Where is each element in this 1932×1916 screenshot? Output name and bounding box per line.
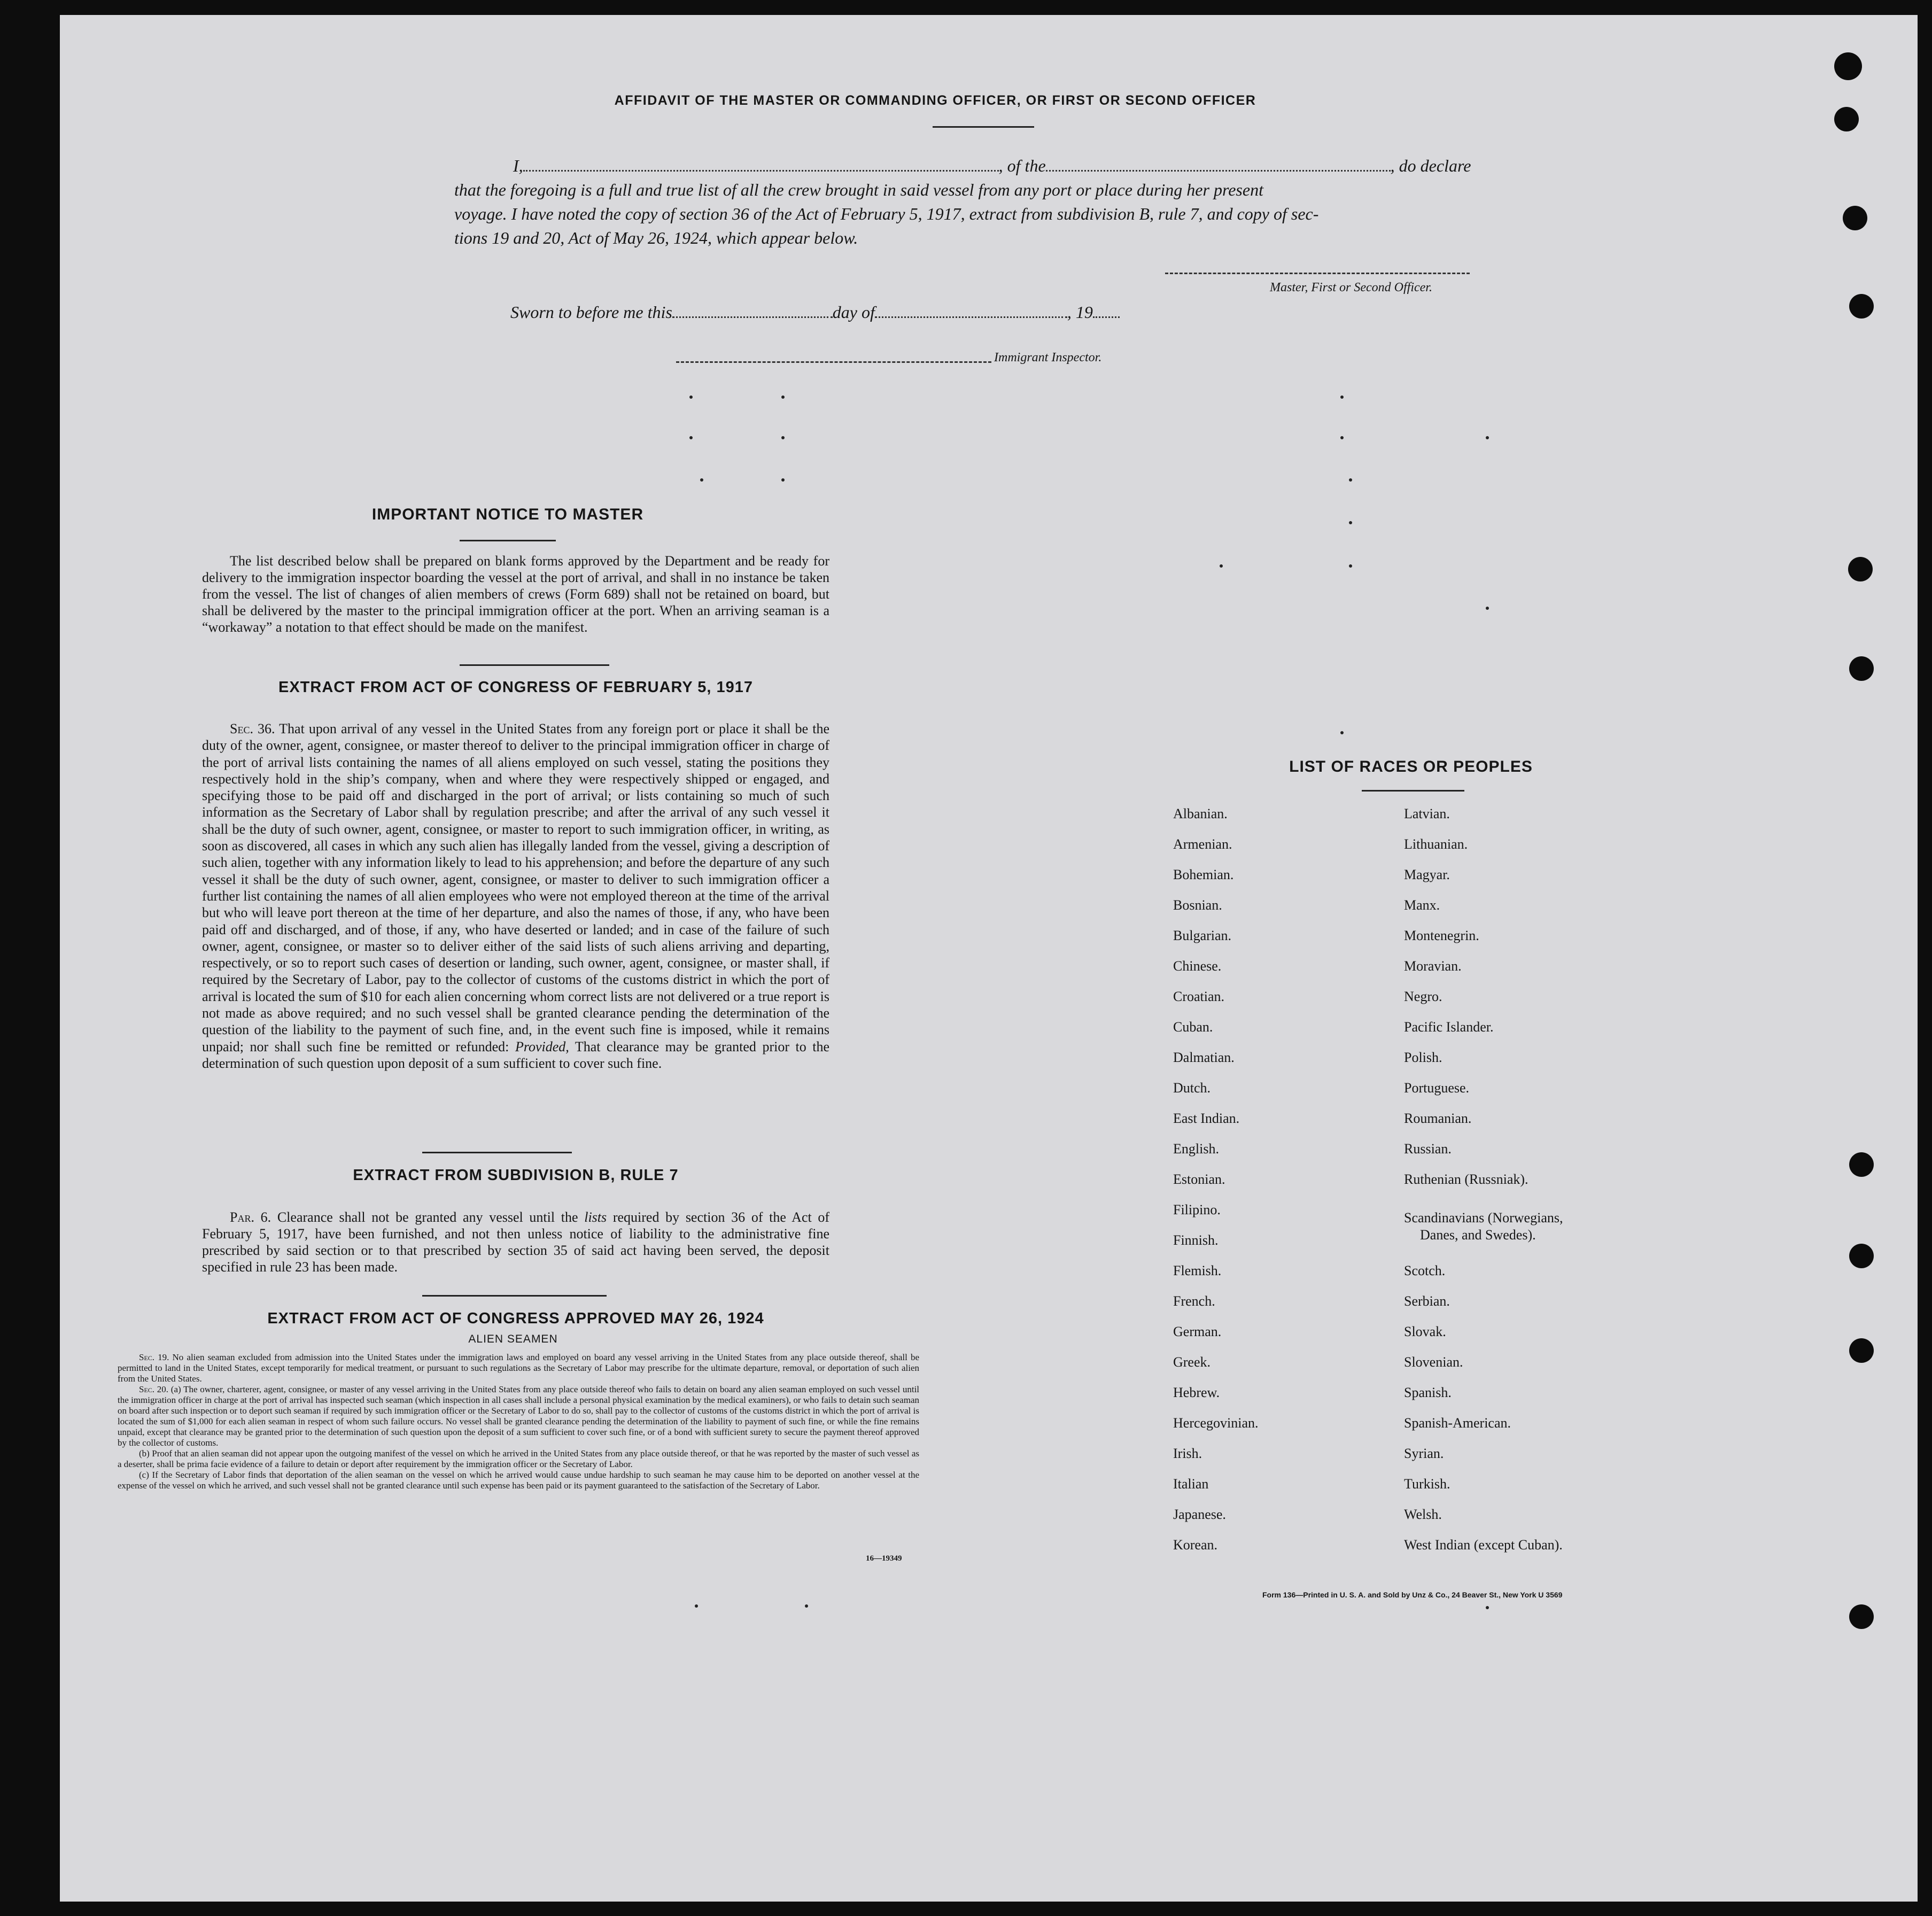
notice-title: IMPORTANT NOTICE TO MASTER (371, 506, 644, 523)
race-item: Russian. (1404, 1141, 1452, 1157)
extract-1924-title: EXTRACT FROM ACT OF CONGRESS APPROVED MAY 26, 1924 (267, 1310, 764, 1327)
scan-speck (1340, 731, 1344, 734)
declaration-line-1 (454, 154, 1502, 178)
extract-1917-title: EXTRACT FROM ACT OF CONGRESS OF FEBRUARY 5, 1917 (278, 679, 754, 696)
race-item: Dalmatian. (1173, 1050, 1235, 1065)
declaration-line-2: that the foregoing is a full and true list of all the crew brought in said vessel from any port or place during her present (454, 180, 1263, 199)
section-20a-text: (a) The owner, charterer, agent, consignee, or master of any vessel arriving in the United States from any place outside thereof who fails to detain on board any alien seaman employed on such vessel until the immigration officer in charge at the port of arrival has inspected such seaman (which inspection in all cases shall include a personal physical examination by the medical examiners), or who fails to detain such seaman on board after such inspection or to deport such seaman if required by such immigration officer or the Secretary of Labor to do so, shall pay to the collector of customs of the customs district in which the port of arrival is located the sum of $1,000 for each alien seaman in respect of whom such failure occurs. No vessel shall be granted clearance pending the determination of the liability to payment of such fine, or while the fine remains unpaid, except that clearance may be granted prior to the determination of such question upon the deposit of a sum sufficient to cover such fine, or of a bond with sufficient surety to secure the payment thereof approved by the collector of customs. (118, 1384, 920, 1448)
race-item: Hercegovinian. (1173, 1415, 1259, 1431)
day-blank[interactable] (672, 316, 833, 318)
paragraph-6-text-a: Clearance shall not be granted any vessel until the (277, 1209, 578, 1225)
race-item: French. (1173, 1293, 1215, 1309)
race-item: Magyar. (1404, 867, 1450, 882)
race-item: Estonian. (1173, 1172, 1225, 1187)
scan-speck (781, 436, 785, 439)
race-item: Hebrew. (1173, 1385, 1220, 1400)
scan-speck (1486, 1606, 1489, 1609)
scan-speck (1349, 478, 1352, 482)
scan-speck (781, 395, 785, 399)
scan-speck (700, 478, 703, 482)
inspector-label: Immigrant Inspector. (994, 351, 1102, 364)
affidavit-title: AFFIDAVIT OF THE MASTER OR COMMANDING OFFICER, OR FIRST OR SECOND OFFICER (614, 93, 1256, 108)
race-item: Danes, and Swedes). (1420, 1227, 1536, 1243)
race-item: Finnish. (1173, 1232, 1219, 1248)
race-item: Portuguese. (1404, 1080, 1470, 1096)
rule-7-title: EXTRACT FROM SUBDIVISION B, RULE 7 (353, 1167, 679, 1184)
signature-line[interactable] (1165, 273, 1470, 274)
alien-seamen-subtitle: ALIEN SEAMEN (468, 1333, 558, 1345)
race-item: Syrian. (1404, 1446, 1444, 1461)
punch-hole (1849, 1244, 1874, 1268)
race-item: Pacific Islander. (1404, 1019, 1494, 1035)
race-item: Serbian. (1404, 1293, 1450, 1309)
race-item: Negro. (1404, 989, 1442, 1004)
race-item: Cuban. (1173, 1019, 1213, 1035)
lists-word: lists (584, 1209, 607, 1225)
scan-speck (689, 436, 693, 439)
scan-speck (1340, 436, 1344, 439)
section-20b-paragraph: (b) Proof that an alien seaman did not appear upon the outgoing manifest of the vessel on which he arrived in the United States from any place outside thereof, or that he was reported by the master of such vessel as a deserter, shall be prima facie evidence of a failure to detain or deport after requirement by the immigration officer or the Secretary of Labor. (118, 1448, 919, 1469)
race-item: Slovenian. (1404, 1354, 1463, 1370)
name-blank[interactable] (523, 170, 999, 172)
divider (460, 664, 609, 666)
race-item: Armenian. (1173, 836, 1232, 852)
race-item: Spanish. (1404, 1385, 1452, 1400)
punch-hole (1834, 52, 1862, 80)
declaration-of-the: , of the (998, 156, 1046, 175)
race-item: West Indian (except Cuban). (1404, 1537, 1563, 1553)
race-item: German. (1173, 1324, 1222, 1339)
section-20c-paragraph: (c) If the Secretary of Labor finds that deportation of the alien seaman on the vessel on which he arrived would cause undue hardship to such seaman he may cause him to be deported on another vessel at the expense of the vessel on which he arrived, and such vessel shall not be granted clearance until such expense has been paid or its payment guaranteed to the satisfaction of the Secretary of Labor. (118, 1470, 919, 1491)
race-item: East Indian. (1173, 1111, 1240, 1126)
punch-hole (1849, 1152, 1874, 1177)
signature-label: Master, First or Second Officer. (1270, 281, 1432, 294)
race-item: Ruthenian (Russniak). (1404, 1172, 1528, 1187)
scan-speck (689, 395, 693, 399)
race-item: Welsh. (1404, 1507, 1442, 1522)
race-item: Bohemian. (1173, 867, 1234, 882)
extract-1917-text (202, 720, 829, 1072)
race-item: Italian (1173, 1476, 1209, 1492)
paragraph-6 (202, 1209, 829, 1275)
scan-speck (1486, 607, 1489, 610)
inspector-signature-line[interactable] (676, 361, 991, 363)
punch-hole (1849, 1604, 1874, 1629)
scan-speck (781, 478, 785, 482)
race-item: Lithuanian. (1404, 836, 1468, 852)
race-item: Albanian. (1173, 806, 1228, 821)
section-20a-paragraph (118, 1384, 919, 1448)
punch-hole (1849, 1338, 1874, 1363)
section-19-label: Sec. 19. (139, 1352, 169, 1362)
scan-speck (1349, 521, 1352, 524)
printer-footer: Form 136—Printed in U. S. A. and Sold by Unz & Co., 24 Beaver St., New York U 3569 (1262, 1591, 1563, 1599)
form-number: 16—19349 (866, 1554, 902, 1563)
race-item: Scotch. (1404, 1263, 1446, 1278)
race-item: English. (1173, 1141, 1219, 1157)
section-19-paragraph (118, 1352, 919, 1384)
section-36-text-end: That clearance may be granted prior to the determination of such question upon deposit of a sum sufficient to cover such fine. (202, 1038, 829, 1071)
declaration-line-3: voyage. I have noted the copy of section 36 of the Act of February 5, 1917, extract from subdivision B, rule 7, and copy of sec- (454, 204, 1319, 223)
section-20-label: Sec. 20. (139, 1384, 169, 1394)
declaration-line-4: tions 19 and 20, Act of May 26, 1924, which appear below. (454, 228, 858, 247)
year-prefix: , 19 (1067, 302, 1093, 322)
divider (460, 540, 556, 541)
race-item: Polish. (1404, 1050, 1442, 1065)
year-blank[interactable] (1093, 316, 1120, 318)
punch-hole (1843, 206, 1867, 230)
races-title: LIST OF RACES OR PEOPLES (1289, 758, 1533, 775)
divider (422, 1152, 572, 1153)
scan-speck (695, 1604, 698, 1608)
provided-word: Provided, (515, 1038, 569, 1054)
section-36-text: That upon arrival of any vessel in the United States from any foreign port or place it shall be the duty of the owner, agent, consignee, or master thereof to deliver to the principal immigration officer in charge of the port of arrival lists containing the names of all aliens employed on such vessel, stating the positions they respectively hold in the ship’s company, when and where they were respectively shipped or engaged, and specifying those to be paid off and discharged in the port of arrival; or lists containing so much of such information as the Secretary of Labor shall by regulation prescribe; and after the arrival of any such vessel it shall be the duty of such owner, agent, consignee, or master to report to such immigration officer, in writing, as soon as discovered, all cases in which any such alien has illegally landed from the vessel, giving a description of such alien, together with any information likely to lead to his apprehension; and before the departure of any such vessel it shall be the duty of such owner, agent, consignee, or master to deliver to such immigration officer a further list containing the names of all alien employees who were not employed thereon at the time of the arrival but who will leave port thereon at the time of her departure, and also the names of those, if any, who have been paid off and discharged, and of those, if any, who have deserted or landed; and in case of the failure of such owner, agent, consignee, or master so to deliver either of the said lists of such aliens arriving and departing, respectively, or so to report such cases of desertion or landing, such owner, agent, consignee, or master shall, if required by the Secretary of Labor, pay to the collector of customs of the customs district in which the port of arrival is located the sum of $10 for each alien concerning whom correct lists are not delivered or a true report is not made as above required; and no such vessel shall be granted clearance pending the determination of the question of the liability to the payment of such fine, and, in the event such fine is imposed, while it remains unpaid; nor shall such fine be remitted or refunded: (202, 721, 830, 1054)
race-item: Moravian. (1404, 958, 1462, 974)
notice-paragraph: The list described below shall be prepared on blank forms approved by the Department and be ready for delivery to the immigration inspector boarding the vessel at the port of arrival, and shall in no instance be taken from the vessel. The list of changes of alien members of crews (Form 689) shall not be retained on board, but shall be delivered by the master to the principal immigration officer at the port. When an arriving seaman is a “workaway” a notation to that effect should be made on the manifest. (202, 553, 829, 635)
race-item: Spanish-American. (1404, 1415, 1511, 1431)
race-item: Flemish. (1173, 1263, 1222, 1278)
race-item: Japanese. (1173, 1507, 1226, 1522)
extract-1924-text (118, 1352, 919, 1491)
day-of-text: day of (832, 302, 875, 322)
race-item: Dutch. (1173, 1080, 1211, 1096)
race-item: Manx. (1404, 897, 1440, 913)
scan-speck (1340, 395, 1344, 399)
race-item: Roumanian. (1404, 1111, 1472, 1126)
declaration-i: I, (513, 156, 523, 175)
race-item: Scandinavians (Norwegians, (1404, 1210, 1563, 1225)
sworn-line (510, 302, 1120, 322)
punch-hole (1834, 107, 1859, 131)
scan-speck (1349, 564, 1352, 568)
race-item: Bulgarian. (1173, 928, 1232, 943)
section-19-text: No alien seaman excluded from admission into the United States under the immigration laws and employed on board any vessel arriving in the United States from any place outside thereof, shall be permitted to land in the United States, except temporarily for medical treatment, or pursuant to such regulations as the Secretary of Labor may prescribe for the ultimate departure, removal, or deportation of such alien from the United States. (118, 1352, 920, 1384)
divider (422, 1295, 607, 1297)
declaration-text (454, 154, 1502, 250)
scan-speck (1220, 564, 1223, 568)
race-item: Bosnian. (1173, 897, 1222, 913)
section-36-label: Sec. 36. (230, 721, 275, 736)
race-item: Greek. (1173, 1354, 1211, 1370)
declaration-do-declare: , do declare (1390, 156, 1471, 175)
punch-hole (1849, 656, 1874, 681)
punch-hole (1849, 294, 1874, 319)
paragraph-6-label: Par. 6. (230, 1209, 271, 1225)
vessel-blank[interactable] (1046, 170, 1391, 172)
divider (933, 126, 1034, 128)
rule-7-text (202, 1209, 829, 1275)
scan-speck (805, 1604, 808, 1608)
race-item: Slovak. (1404, 1324, 1446, 1339)
month-blank[interactable] (875, 316, 1067, 318)
paragraph-6-text-b: required by section 36 of the Act of February 5, 1917, have been furnished, and not then unless notice of liability to the administrative fine prescribed by said section or to that prescribed by section 35 of said act having been served, the deposit specified in rule 23 has been made. (202, 1209, 830, 1275)
race-item: Turkish. (1404, 1476, 1450, 1492)
race-item: Korean. (1173, 1537, 1218, 1553)
punch-hole (1848, 557, 1873, 581)
race-item: Chinese. (1173, 958, 1222, 974)
race-item: Montenegrin. (1404, 928, 1479, 943)
sworn-text: Sworn to before me this (510, 302, 672, 322)
scan-speck (1486, 436, 1489, 439)
race-item: Croatian. (1173, 989, 1225, 1004)
divider (1362, 790, 1464, 792)
race-item: Filipino. (1173, 1202, 1221, 1217)
race-item: Latvian. (1404, 806, 1450, 821)
notice-text (202, 553, 829, 635)
race-item: Irish. (1173, 1446, 1202, 1461)
section-36-paragraph (202, 720, 829, 1072)
